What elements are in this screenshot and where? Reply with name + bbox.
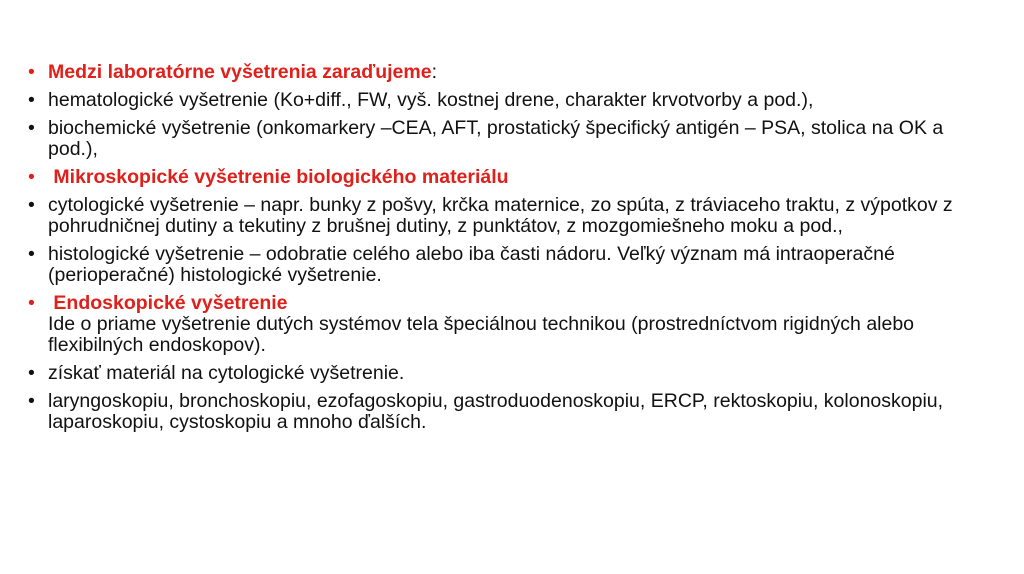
- cytology-text: cytologické vyšetrenie – napr. bunky z pošvy, krčka maternice, zo spúta, z tráviaceho traktu, z výpotkov z pohrudničnej dutiny a tekutiny z brušnej dutiny, z punktátov, z mozgomiešneho moku a pod.,: [48, 194, 953, 237]
- histology-text: histologické vyšetrenie – odobratie celého alebo iba časti nádoru. Veľký význam má intraoperačné (perioperačné) histologické vyšetrenie.: [48, 243, 895, 286]
- endoscopy-heading: Endoskopické vyšetrenie: [53, 292, 288, 314]
- bullet-material: [28, 363, 988, 384]
- bullet-scopies: [28, 391, 988, 433]
- bullet-histology: [28, 244, 988, 286]
- microscopy-heading: Mikroskopické vyšetrenie biologického materiálu: [53, 166, 509, 188]
- biochemistry-text: biochemické vyšetrenie (onkomarkery –CEA, AFT, prostatický špecifický antigén – PSA, stolica na OK a pod.),: [48, 117, 944, 160]
- bullet-biochemistry: [28, 118, 988, 160]
- bullet-endoscopy: [28, 293, 988, 356]
- lab-heading: Medzi laboratórne vyšetrenia zaraďujeme: [48, 61, 432, 83]
- bullet-lab-intro: [28, 62, 988, 83]
- bullet-cytology: [28, 195, 988, 237]
- hematology-text: hematologické vyšetrenie (Ko+diff., FW, vyš. kostnej drene, charakter krvotvorby a pod.),: [48, 89, 814, 111]
- material-text: získať materiál na cytologické vyšetrenie.: [48, 362, 405, 384]
- bullet-microscopy-heading: [28, 167, 988, 188]
- endoscopy-description: Ide o priame vyšetrenie dutých systémov tela špeciálnou technikou (prostredníctvom rigidných alebo flexibilných endoskopov).: [48, 313, 915, 356]
- bullet-hematology: [28, 90, 988, 111]
- scopies-text: laryngoskopiu, bronchoskopiu, ezofagoskopiu, gastroduodenoskopiu, ERCP, rektoskopiu, kolonoskopiu, laparoskopiu, cystoskopiu a mnoho ďalších.: [48, 390, 944, 433]
- bullet-list: [28, 62, 988, 440]
- lab-heading-colon: :: [431, 61, 437, 83]
